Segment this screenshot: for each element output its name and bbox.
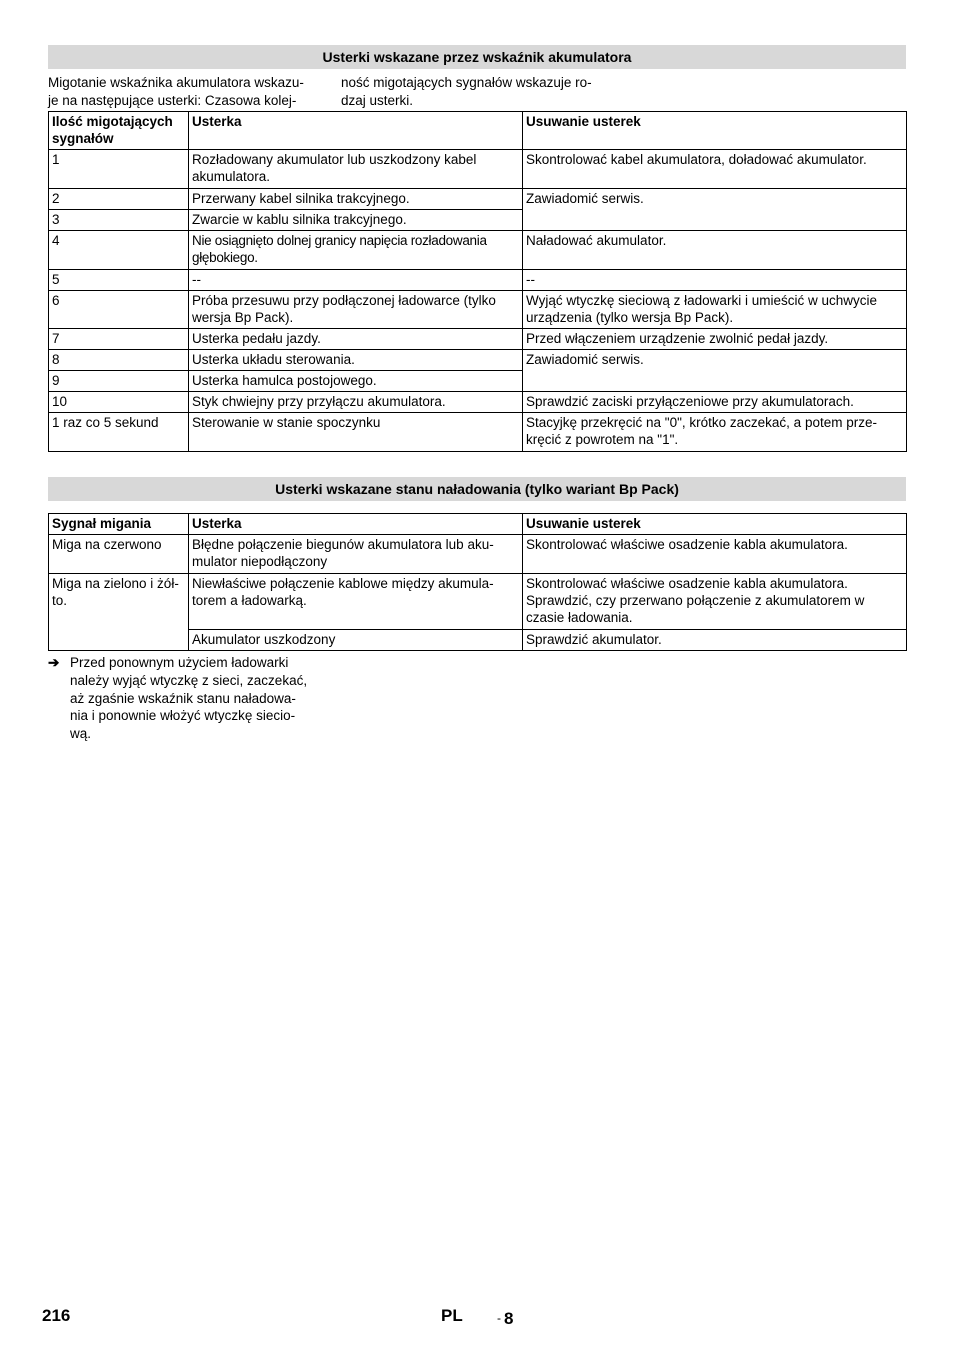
note-line: Przed ponownym użyciem ładowarki [70, 655, 289, 670]
table-row [49, 413, 907, 452]
remedy-cell: Skontrolować właściwe osadzenie kabla akumulatora. Sprawdzić, czy przerwano połączenie z akumulatorem w czasie ładowania. [523, 574, 907, 630]
table-header-row [49, 514, 907, 535]
language-code: PL [441, 1306, 463, 1325]
blink-count-cell: 8 [49, 350, 189, 371]
fault-cell: Próba przesuwu przy podłączonej ładowarce (tylko wersja Bp Pack). [189, 291, 523, 329]
section-page-ref [497, 1309, 513, 1329]
section-title-battery-indicator: Usterki wskazane przez wskaźnik akumulatora [48, 45, 906, 69]
note-line: należy wyjąć wtyczkę z sieci, zaczekać, [70, 672, 308, 688]
fault-cell: Niewłaściwe połączenie kablowe między akumula-torem a ładowarką. [189, 574, 523, 630]
signal-cell: Miga na zielono i żół-to. [49, 574, 189, 651]
blink-count-cell: 6 [49, 291, 189, 329]
table-row [49, 329, 907, 350]
table-row [49, 189, 907, 210]
fault-cell: Rozładowany akumulator lub uszkodzony kabel akumulatora. [189, 150, 523, 189]
remedy-cell: Stacyjkę przekręcić na "0", krótko zaczekać, a potem prze-kręcić z powrotem na "1". [523, 413, 907, 452]
fault-cell: Nie osiągnięto dolnej granicy napięcia rozładowania głębokiego. [189, 231, 523, 270]
remedy-cell: Zawiadomić serwis. [523, 350, 907, 392]
blink-count-cell: 1 raz co 5 sekund [49, 413, 189, 452]
remedy-cell: Zawiadomić serwis. [523, 189, 907, 231]
table-row [49, 392, 907, 413]
remedy-cell: Wyjąć wtyczkę sieciową z ładowarki i umieścić w uchwycie urządzenia (tylko wersja Bp Pack). [523, 291, 907, 329]
fault-cell: Usterka układu sterowania. [189, 350, 523, 371]
table-row [49, 535, 907, 574]
arrow-right-icon: ➔ [48, 655, 60, 670]
intro-line: ność migotających sygnałów wskazuje ro- [341, 75, 592, 90]
page-ref-dash: - [497, 1311, 501, 1325]
fault-cell: Usterka hamulca postojowego. [189, 371, 523, 392]
fault-cell: Zwarcie w kablu silnika trakcyjnego. [189, 210, 523, 231]
table-header-row [49, 112, 907, 150]
note-text [70, 654, 320, 743]
fault-cell: Sterowanie w stanie spoczynku [189, 413, 523, 452]
blink-count-cell: 4 [49, 231, 189, 270]
intro-line: je na następujące usterki: Czasowa kolej- [48, 92, 297, 108]
table-row [49, 150, 907, 189]
fault-cell: Błędne połączenie biegunów akumulatora lub aku-mulator niepodłączony [189, 535, 523, 574]
section-title-charge-state: Usterki wskazane stanu naładowania (tylko wariant Bp Pack) [48, 477, 906, 501]
table-row [49, 270, 907, 291]
fault-cell: Akumulator uszkodzony [189, 630, 523, 651]
note-line: aż zgaśnie wskaźnik stanu naładowa- [70, 690, 296, 706]
remedy-cell: Skontrolować właściwe osadzenie kabla akumulatora. [523, 535, 907, 574]
remedy-cell: Skontrolować kabel akumulatora, doładować akumulator. [523, 150, 907, 189]
blink-count-cell: 3 [49, 210, 189, 231]
blink-count-cell: 10 [49, 392, 189, 413]
header-fault: Usterka [189, 514, 523, 535]
blink-count-cell: 5 [49, 270, 189, 291]
note-line: nia i ponownie włożyć wtyczkę siecio- [70, 708, 296, 724]
intro-text-col2 [341, 74, 641, 109]
table-row [49, 231, 907, 270]
page-number: 216 [42, 1306, 71, 1325]
header-remedy: Usuwanie usterek [523, 112, 907, 150]
table-row [49, 291, 907, 329]
remedy-cell: Przed włączeniem urządzenie zwolnić pedał jazdy. [523, 329, 907, 350]
fault-cell: -- [189, 270, 523, 291]
fault-table-battery-indicator [48, 111, 907, 452]
header-signal: Sygnał migania [49, 514, 189, 535]
note-line: wą. [70, 726, 92, 742]
blink-count-cell: 2 [49, 189, 189, 210]
remedy-cell: Sprawdzić zaciski przyłączeniowe przy akumulatorach. [523, 392, 907, 413]
blink-count-cell: 7 [49, 329, 189, 350]
table-row [49, 574, 907, 630]
header-fault: Usterka [189, 112, 523, 150]
header-blink-count: Ilość migotających sygnałów [49, 112, 189, 150]
fault-cell: Usterka pedału jazdy. [189, 329, 523, 350]
intro-line: dzaj usterki. [341, 92, 414, 108]
intro-text-col1 [48, 74, 338, 109]
remedy-cell: -- [523, 270, 907, 291]
fault-cell: Przerwany kabel silnika trakcyjnego. [189, 189, 523, 210]
blink-count-cell: 1 [49, 150, 189, 189]
header-remedy: Usuwanie usterek [523, 514, 907, 535]
signal-cell: Miga na czerwono [49, 535, 189, 574]
table-row [49, 350, 907, 371]
fault-cell: Styk chwiejny przy przyłączu akumulatora. [189, 392, 523, 413]
fault-table-charge-state [48, 513, 907, 651]
blink-count-cell: 9 [49, 371, 189, 392]
intro-line: Migotanie wskaźnika akumulatora wskazu- [48, 75, 304, 90]
remedy-cell: Naładować akumulator. [523, 231, 907, 270]
remedy-cell: Sprawdzić akumulator. [523, 630, 907, 651]
section-page-number: 8 [504, 1309, 514, 1328]
